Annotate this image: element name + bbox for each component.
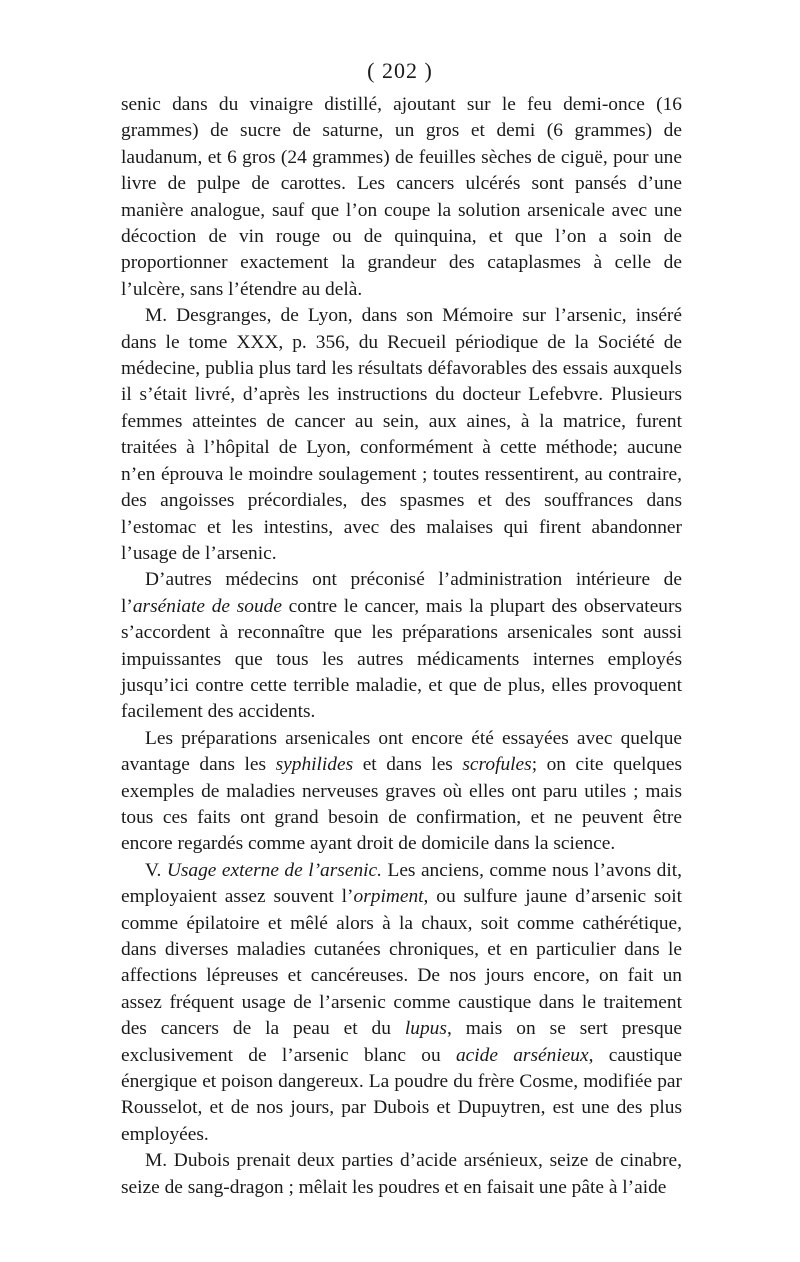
text-run: M. Desgranges, de Lyon, dans son Mémoire sur l’arsenic, inséré dans le tome XXX, p. 356, du Recueil périodique de la Société de médecine, publia plus tard les résultats défavorables des essais auxquels il s’était livré, d’après les instructions du docteur Lefebvre. Plusieurs femmes atteintes de cancer au sein, aux aines, à la matrice, furent traitées à l’hôpital de Lyon, conformément à cette méthode; aucune n’en éprouva le moindre soulagement ; toutes ressentirent, au contraire, des angoisses précordiales, des spasmes et des souffrances dans l’estomac et les intestins, avec des malaises qui firent abandonner l’usage de l’arsenic. xyxy=(121,305,682,564)
text-run: Les anciens, comme nous l’avons dit, employaient assez souvent l’ xyxy=(121,859,682,908)
body-text xyxy=(121,92,682,1201)
paragraph xyxy=(121,567,682,725)
text-run: V. xyxy=(145,859,167,881)
paragraph xyxy=(121,726,682,858)
italic-term: orpiment xyxy=(353,886,424,908)
text-run: M. Dubois prenait deux parties d’acide arsénieux, seize de cinabre, seize de sang-dragon ; mêlait les poudres et en faisait une pâte à l’aide xyxy=(121,1150,682,1198)
text-run: D’autres médecins ont préconisé l’administration intérieure de l’ xyxy=(121,569,682,617)
text-run: et dans les xyxy=(353,754,463,776)
paragraph xyxy=(121,1148,682,1201)
text-run: , ou sulfure jaune d’arsenic soit comme épilatoire et mêlé alors à la chaux, soit comme cathérétique, dans diverses maladies cutanées chroniques, et en particulier dans le affections lépreuses et cancéreuses. De nos jours encore, on fait un assez fréquent usage de l’arsenic comme caustique dans le traitement des cancers de la peau et du xyxy=(121,886,683,1040)
italic-term: lupus xyxy=(404,1018,447,1040)
text-run: contre le cancer, mais la plupart des observateurs s’accordent à reconnaître que les préparations arsenicales sont aussi impuissantes que tous les autres médicaments internes employés jusqu’ici contre cette terrible maladie, et que de plus, elles provoquent facilement des accidents. xyxy=(121,595,682,723)
text-run: , mais on se sert presque exclusivement de l’arsenic blanc ou xyxy=(121,1018,682,1066)
italic-term: acide arsénieux xyxy=(455,1044,589,1066)
paragraph xyxy=(121,858,682,1148)
text-run: senic dans du vinaigre distillé, ajoutant sur le feu demi-once (16 grammes) de sucre de saturne, un gros et demi (6 grammes) de laudanum, et 6 gros (24 grammes) de feuilles sèches de ciguë, pour une livre de pulpe de carottes. Les cancers ulcérés sont pansés d’une manière analogue, sauf que l’on coupe la solution arsenicale avec une décoction de vin rouge ou de quinquina, et que l’on a soin de proportionner exactement la grandeur des cataplasmes à celle de l’ulcère, sans l’étendre au delà. xyxy=(121,94,682,300)
italic-term: arséniate de soude xyxy=(132,595,282,617)
page-number: ( 202 ) xyxy=(367,58,433,83)
paragraph xyxy=(121,303,682,567)
italic-term: scrofules xyxy=(462,754,532,776)
italic-term: Usage externe de l’arsenic. xyxy=(166,859,382,881)
italic-term: syphilides xyxy=(275,754,354,776)
text-run: Les préparations arsenicales ont encore été essayées avec quelque avantage dans les xyxy=(121,727,682,776)
text-run: , caustique énergique et poison dangereux. La poudre du frère Cosme, modifiée par Rousselot, et de nos jours, par Dubois et Dupuytren, est une des plus employées. xyxy=(121,1044,682,1145)
text-run: ; on cite quelques exemples de maladies nerveuses graves où elles ont paru utiles ; mais tous ces faits ont grand besoin de confirmation, et ne peuvent être encore regardés comme ayant droit de domicile dans la science. xyxy=(121,754,682,855)
paragraph xyxy=(121,92,682,303)
